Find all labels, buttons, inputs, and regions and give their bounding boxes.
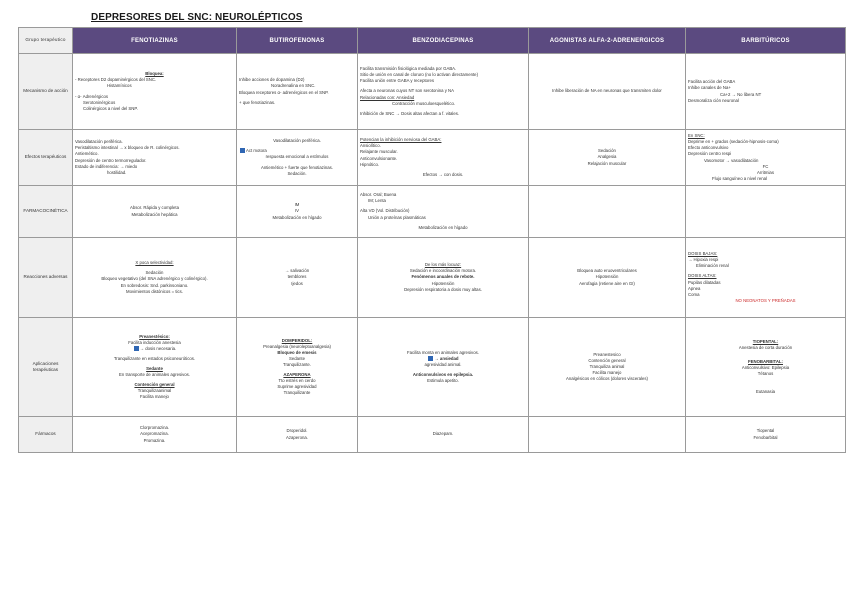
cell-line: Inhibición de SNC → Dosis altas afectan a f. vitales.	[360, 110, 460, 116]
cell-line: Flujo sanguíneo a nivel renal	[712, 175, 767, 181]
cell-reacciones-barbituricos	[686, 238, 846, 318]
cell-line: Apnea	[688, 285, 701, 291]
cell-line: Ca+2 → No libera NT	[720, 91, 762, 97]
cell-line: DOSIS ALTAS:	[688, 273, 717, 279]
cell-line: Estado de indiferencia: → miedo	[75, 163, 138, 169]
cell-efectos-benzodiacepinas	[358, 130, 529, 186]
cell-reacciones-benzodiacepinas	[358, 238, 529, 318]
cell-line: Preanestésico:	[139, 333, 170, 339]
cell-line: Vasomotor → vasodilatación	[704, 157, 759, 163]
cell-line: Contención general	[134, 382, 175, 388]
cell-line: Promazina.	[143, 437, 166, 443]
cell-line: Facilita transmisión fisiológica mediada por GABA.	[360, 66, 457, 72]
row-header-farmacocinetica: FARMACOCINÉTICA	[19, 186, 73, 238]
cell-line: DOMPERIDOL:	[281, 337, 313, 343]
cell-line: Vasodilatación periférica.	[75, 139, 123, 145]
cell-farmacocinetica-butirofenonas	[237, 186, 358, 238]
table-row-aplicaciones	[19, 318, 846, 417]
cell-farmacos-fenotiazinas	[73, 417, 237, 453]
column-header-benzodiacepinas: BENZODIACEPINAS	[358, 28, 529, 54]
cell-line: Facilita acción del GABA	[688, 79, 736, 85]
cell-line: Sedación	[598, 148, 616, 154]
cell-line: Clorpromazina.	[139, 425, 170, 431]
cell-mecanismo-fenotiazinas	[73, 54, 237, 130]
cell-line: Inhibe acciones de dopamina (D2)	[239, 77, 305, 83]
cell-farmacos-agonistas	[529, 417, 686, 453]
cell-farmacocinetica-agonistas	[529, 186, 686, 238]
cell-line: Alta VD (Vol. Distribución)	[360, 208, 410, 214]
cell-line: Efectos → con dosis.	[422, 171, 464, 177]
cell-line: Estimula apetito.	[427, 378, 459, 384]
cell-line: Bloqueo de emesis	[277, 349, 317, 355]
cell-line: Anticonvulsivos en epilepsia.	[412, 372, 474, 377]
cell-mecanismo-agonistas	[529, 54, 686, 130]
cell-line: Acepromazina.	[140, 431, 169, 437]
cell-line: TIOPENTAL:	[752, 338, 779, 344]
cell-line: Anticonvulsivo: Epilepsia	[741, 365, 790, 370]
row-header-aplicaciones: Aplicaciones terapéuticas	[19, 318, 73, 417]
cell-line: Fenómenos anuales de rebote.	[411, 274, 475, 280]
cell-line: Depresión centro respi	[688, 151, 732, 157]
cell-line: Fenobarbital	[753, 434, 778, 440]
cell-line: Antiemético + fuerte que fenotiazinas.	[260, 164, 334, 170]
cell-line: Vasodilatación periférica.	[273, 138, 321, 144]
cell-aplicaciones-butirofenonas	[237, 318, 358, 417]
cell-line: Unión a proteínas plasmáticas	[368, 214, 426, 220]
cell-line: Tranquilizante	[283, 390, 311, 396]
cell-farmacocinetica-fenotiazinas	[73, 186, 237, 238]
cell-line: Movimientos distónicos = tics.	[126, 288, 183, 294]
cell-farmacos-butirofenonas	[237, 417, 358, 453]
cell-aplicaciones-benzodiacepinas	[358, 318, 529, 417]
cell-text: → ansiedad	[434, 355, 459, 361]
cell-line: - α- Adrenérgicos	[75, 93, 109, 99]
cell-line: Potencian la inhibición nerviosa del GABA:	[360, 137, 442, 143]
cell-reacciones-fenotiazinas	[73, 238, 237, 318]
warning-text: NO NEONATOS Y PREÑADAS	[735, 297, 796, 303]
cell-line: Tranquiliza animal	[589, 363, 625, 369]
column-header-butirofenonas: BUTIROFENONAS	[237, 28, 358, 54]
cell-line: Analgesia	[597, 154, 617, 160]
cell-text: → dosis necesaria.	[139, 345, 177, 351]
cell-line: Facilita inducción anestesia	[128, 339, 181, 345]
header-row	[19, 28, 846, 54]
cell-line: DOSIS BAJAS:	[688, 251, 718, 257]
cell-line: Inhibe canales de Na+	[688, 85, 731, 91]
cell-line: Metabolización en hígado	[272, 214, 322, 220]
cell-line: Absor. Rápida y completa	[130, 205, 179, 211]
cell-line: Relacionadas con: Ansiedad	[360, 94, 415, 100]
cell-line: Sedación.	[287, 170, 307, 176]
cell-line: Contención general	[588, 357, 626, 363]
cell-line: Contracción musculoesquelético.	[392, 100, 456, 106]
table-row-farmacos	[19, 417, 846, 453]
cell-line: Sedante	[146, 365, 163, 371]
cell-line: De los más locuaz:	[424, 262, 462, 268]
cell-line: → Hipoxia respi	[688, 257, 719, 263]
cell-line: Sedación	[145, 270, 164, 276]
cell-aplicaciones-agonistas	[529, 318, 686, 417]
row-header-mecanismo: Mecanismo de acción	[19, 54, 73, 130]
row-header-farmacos: Fármacos	[19, 417, 73, 453]
cell-line: Peristaltismo intestinal → x bloqueo de R. colinérgicos.	[75, 145, 180, 151]
cell-efectos-barbituricos	[686, 130, 846, 186]
cell-efectos-agonistas	[529, 130, 686, 186]
cell-line: Tranquilizaanimal	[137, 388, 172, 394]
cell-line: Analgésicos en cólicos (dolores viscerales)	[566, 376, 648, 382]
cell-line: AZAPERONA	[283, 372, 311, 377]
cell-line: Facilita manejo	[140, 394, 169, 400]
cell-line: Absor. Oral; Buena	[360, 192, 397, 198]
cell-line: Coma	[688, 291, 700, 297]
cell-line: Tto estrés en cerdo	[278, 378, 316, 384]
blue-marker-icon	[240, 148, 245, 153]
cell-line: Depresión respiratoria a dosis muy altas.	[404, 286, 482, 292]
page-title: DEPRESORES DEL SNC: NEUROLÉPTICOS	[91, 12, 303, 23]
cell-line: Bloquea auto eruoventriculares	[577, 268, 637, 274]
table-row-farmacocinetica	[19, 186, 846, 238]
cell-line: Anticonvulsionante.	[360, 155, 398, 161]
table-row-efectos	[19, 130, 846, 186]
corner-header: Grupo terapéutico	[19, 28, 73, 54]
cell-line: Sedante	[288, 355, 305, 361]
cell-line: - Receptores D2 dopaminérgicos del SNC.	[75, 77, 157, 83]
cell-line: Tranquilizante.	[282, 361, 312, 367]
cell-farmacos-benzodiacepinas	[358, 417, 529, 453]
cell-line: Sitio de unión en canal de cloruro (no lo activan directamente)	[360, 72, 478, 78]
cell-farmacos-barbituricos	[686, 417, 846, 453]
cell-line: Bloquea receptores α- adrenérgicos en el SNP.	[239, 89, 329, 95]
blue-marker-icon	[134, 346, 139, 351]
cell-line: Preanestesico	[593, 351, 621, 357]
cell-line: En sobredosis: Snd. parkinsoniano.	[120, 282, 189, 288]
cell-line: Hipotensión	[595, 274, 619, 280]
cell-line: Suprime agresividad	[277, 384, 317, 390]
cell-reacciones-agonistas	[529, 238, 686, 318]
cell-line: Desmoraliza ción neuronal	[688, 97, 739, 103]
cell-reacciones-butirofenonas	[237, 238, 358, 318]
cell-mecanismo-barbituricos	[686, 54, 846, 130]
blue-marker-icon	[428, 356, 433, 361]
cell-line: Deprime en + grados (sedación-hipnosis-coma)	[688, 139, 779, 145]
table-row-mecanismo	[19, 54, 846, 130]
cell-line: Eutanasia	[755, 389, 776, 395]
cell-farmacocinetica-benzodiacepinas	[358, 186, 529, 238]
cell-line: Pupilas dilatadas	[688, 279, 721, 285]
cell-line: Serotoninérgicos	[83, 99, 116, 105]
cell-line: Metabolización en hígado	[418, 224, 468, 230]
cell-line: → salivación	[284, 268, 310, 274]
cell-line: Relajación muscular	[587, 160, 627, 166]
cell-line: Tiopental	[756, 428, 775, 434]
cell-line: Efecto anticonvulsivo	[688, 145, 729, 151]
cell-efectos-fenotiazinas	[73, 130, 237, 186]
cell-line: Inhibe liberación de NA en neuronas que transmiten dolor	[552, 88, 662, 94]
cell-line: Preanalgesia (neuroleptoanalgesia)	[263, 343, 331, 349]
cell-line: Diazepam.	[432, 431, 454, 437]
cell-line: Aerofagia (retiene aire en GI)	[579, 280, 635, 286]
cell-aplicaciones-fenotiazinas	[73, 318, 237, 417]
cell-line: Histamínicos	[107, 83, 132, 89]
table-row-reacciones	[19, 238, 846, 318]
cell-line: hostilidad.	[107, 169, 127, 175]
cell-efectos-butirofenonas	[237, 130, 358, 186]
cell-line: FENOBARBITAL:	[747, 358, 783, 364]
cell-line: Afecta a neuronas cuyos NT son serotonina y NA	[360, 88, 455, 94]
cell-line: Depresión de centro termorregulador.	[75, 157, 147, 163]
cell-line: + que fenotiazinas.	[239, 99, 276, 105]
cell-line: temblores	[287, 274, 307, 280]
cell-line: En SNC:	[688, 133, 705, 139]
cell-line: En transporte de animales agresivos.	[119, 372, 190, 377]
cell-line: Azaperona.	[286, 434, 308, 440]
cell-line: Facilita unión entre GABA y receptores	[360, 78, 435, 84]
cell-line: Facilita monta en animales agresivos.	[407, 349, 479, 355]
cell-mecanismo-butirofenonas	[237, 54, 358, 130]
cell-line: FC	[762, 163, 769, 169]
cell-line: Noradrenalina en SNC.	[271, 83, 316, 89]
cell-line: Ijedos	[291, 280, 303, 286]
cell-line: respuesta emocional a estímulos	[265, 154, 329, 160]
cell-line: Colinérgicos a nivel del SNP.	[83, 105, 138, 111]
cell-line: Bloquea:	[145, 71, 164, 77]
cell-farmacocinetica-barbituricos	[686, 186, 846, 238]
cell-line: Arritmias	[757, 169, 774, 175]
cell-mecanismo-benzodiacepinas	[358, 54, 529, 130]
cell-line: Sedación e incoordinación motora.	[409, 268, 477, 274]
cell-text: Act motora	[246, 148, 267, 154]
cell-line: Droperidol.	[286, 428, 308, 434]
column-header-fenotiazinas: FENOTIAZINAS	[73, 28, 237, 54]
column-header-agonistas: AGONISTAS ALFA-2-ADRENERGICOS	[529, 28, 686, 54]
row-header-reacciones: Reacciones adversas	[19, 238, 73, 318]
cell-line: Tranquilizante en estados psiconeuróticos.	[113, 355, 196, 361]
cell-line: Anestesia de corta duración	[738, 344, 793, 350]
cell-line: Ansiolítico.	[360, 143, 381, 149]
cell-line: IM; Lenta	[368, 198, 386, 204]
cell-line: Bloqueo vegetativo (del SNA adrenérgico y colinérgico).	[101, 276, 208, 282]
cell-line: Tétanos	[757, 371, 774, 377]
cell-line: Facilita manejo	[592, 370, 622, 375]
neurolepticos-table	[18, 27, 846, 453]
row-header-efectos: Efectos terapéuticos	[19, 130, 73, 186]
cell-line: Hipnótico.	[360, 161, 380, 167]
cell-aplicaciones-barbituricos	[686, 318, 846, 417]
cell-line: IM	[294, 202, 300, 208]
cell-line: Hipotensión	[431, 280, 455, 286]
cell-line: Antiemético.	[75, 151, 99, 157]
cell-line: X poca selectividad:	[135, 260, 174, 266]
column-header-barbituricos: BARBITÚRICOS	[686, 28, 846, 54]
cell-line: Eliminación renal	[696, 263, 729, 269]
cell-line: IV	[294, 208, 300, 214]
cell-line: agresividad animal.	[424, 361, 462, 367]
cell-line: Relajante muscular.	[360, 149, 398, 155]
cell-line: Metabolización hepática	[131, 211, 178, 217]
